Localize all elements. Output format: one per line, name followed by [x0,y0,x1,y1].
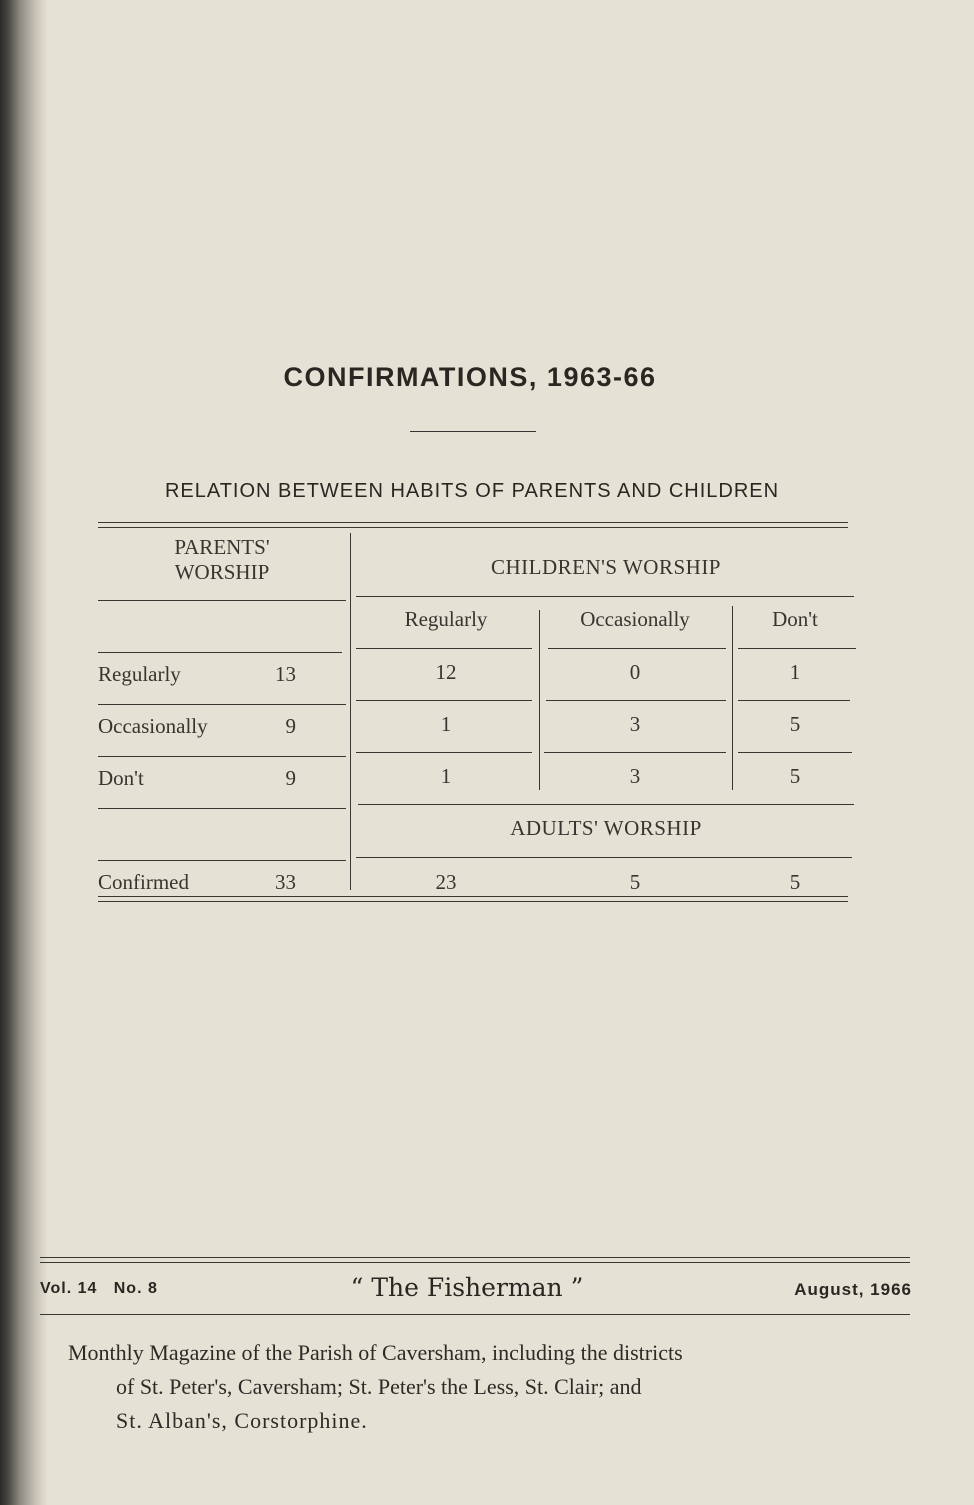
table-top-rule-2 [98,527,848,528]
row-total-dont: 9 [285,766,296,790]
cell-value: 3 [629,712,641,736]
row-rule [98,652,342,653]
table-bottom-rule [98,896,848,897]
row-label-confirmed: Confirmed [98,870,189,894]
parents-header-rule [98,600,346,601]
inner-divider-2 [732,606,733,790]
issue-number: No. 8 [113,1280,158,1297]
magazine-title: “ The Fisherman ” [350,1273,584,1302]
footer-top-rule [40,1257,910,1258]
table-top-rule [98,522,848,523]
row-rule [356,752,532,753]
cell-value: 1 [440,712,452,736]
cell-value: 5 [789,764,801,788]
row-label-regularly: Regularly [98,662,181,686]
childrens-worship-header: CHILDREN'S WORSHIP [490,555,721,579]
parents-worship-header [98,535,346,585]
cell-value: 1 [789,660,801,684]
row-total-confirmed: 33 [275,870,296,894]
row-rule [546,700,726,701]
row-rule [738,648,856,649]
row-rule [356,857,852,858]
row-label-occasionally: Occasionally [98,714,208,738]
row-rule [356,700,532,701]
row-rule [358,804,854,805]
row-rule [98,808,346,809]
cell-value: 3 [629,764,641,788]
row-rule [548,648,726,649]
cell-value: 23 [435,870,457,894]
magazine-description-line2: of St. Peter's, Caversham; St. Peter's the Less, St. Clair; and [116,1374,642,1399]
table-bottom-rule-2 [98,901,848,902]
col-header-regularly: Regularly [404,607,488,631]
parents-header-line1: PARENTS' [174,535,270,559]
footer-bottom-rule [40,1314,910,1315]
col-header-dont: Don't [772,607,818,631]
adults-worship-header: ADULTS' WORSHIP [510,816,702,840]
col-header-occasionally: Occasionally [580,607,690,631]
page-title: CONFIRMATIONS, 1963-66 [283,362,657,392]
cell-value: 12 [435,660,457,684]
title-divider [410,431,536,432]
row-rule [98,860,346,861]
row-total-regularly: 13 [275,662,296,686]
cell-value: 5 [789,870,801,894]
row-total-occasionally: 9 [285,714,296,738]
cell-value: 5 [789,712,801,736]
magazine-description-line3: St. Alban's, Corstorphine. [116,1408,368,1433]
row-rule [544,752,726,753]
row-rule [738,700,850,701]
inner-divider-1 [539,610,540,790]
column-divider [350,533,351,890]
footer-top-rule-2 [40,1262,910,1263]
magazine-description-line1: Monthly Magazine of the Parish of Caversham, including the districts [68,1340,683,1365]
parents-header-line2: WORSHIP [174,560,270,584]
issue-date: August, 1966 [794,1280,912,1299]
row-rule [356,648,532,649]
cell-value: 5 [629,870,641,894]
row-label-dont: Don't [98,766,144,790]
row-rule [98,704,346,705]
children-header-rule [356,596,854,597]
page-subtitle: RELATION BETWEEN HABITS OF PARENTS AND CHILDREN [164,480,780,502]
row-rule [738,752,852,753]
volume-label: Vol. 14 [40,1280,98,1297]
cell-value: 0 [629,660,641,684]
cell-value: 1 [440,764,452,788]
row-rule [98,756,346,757]
